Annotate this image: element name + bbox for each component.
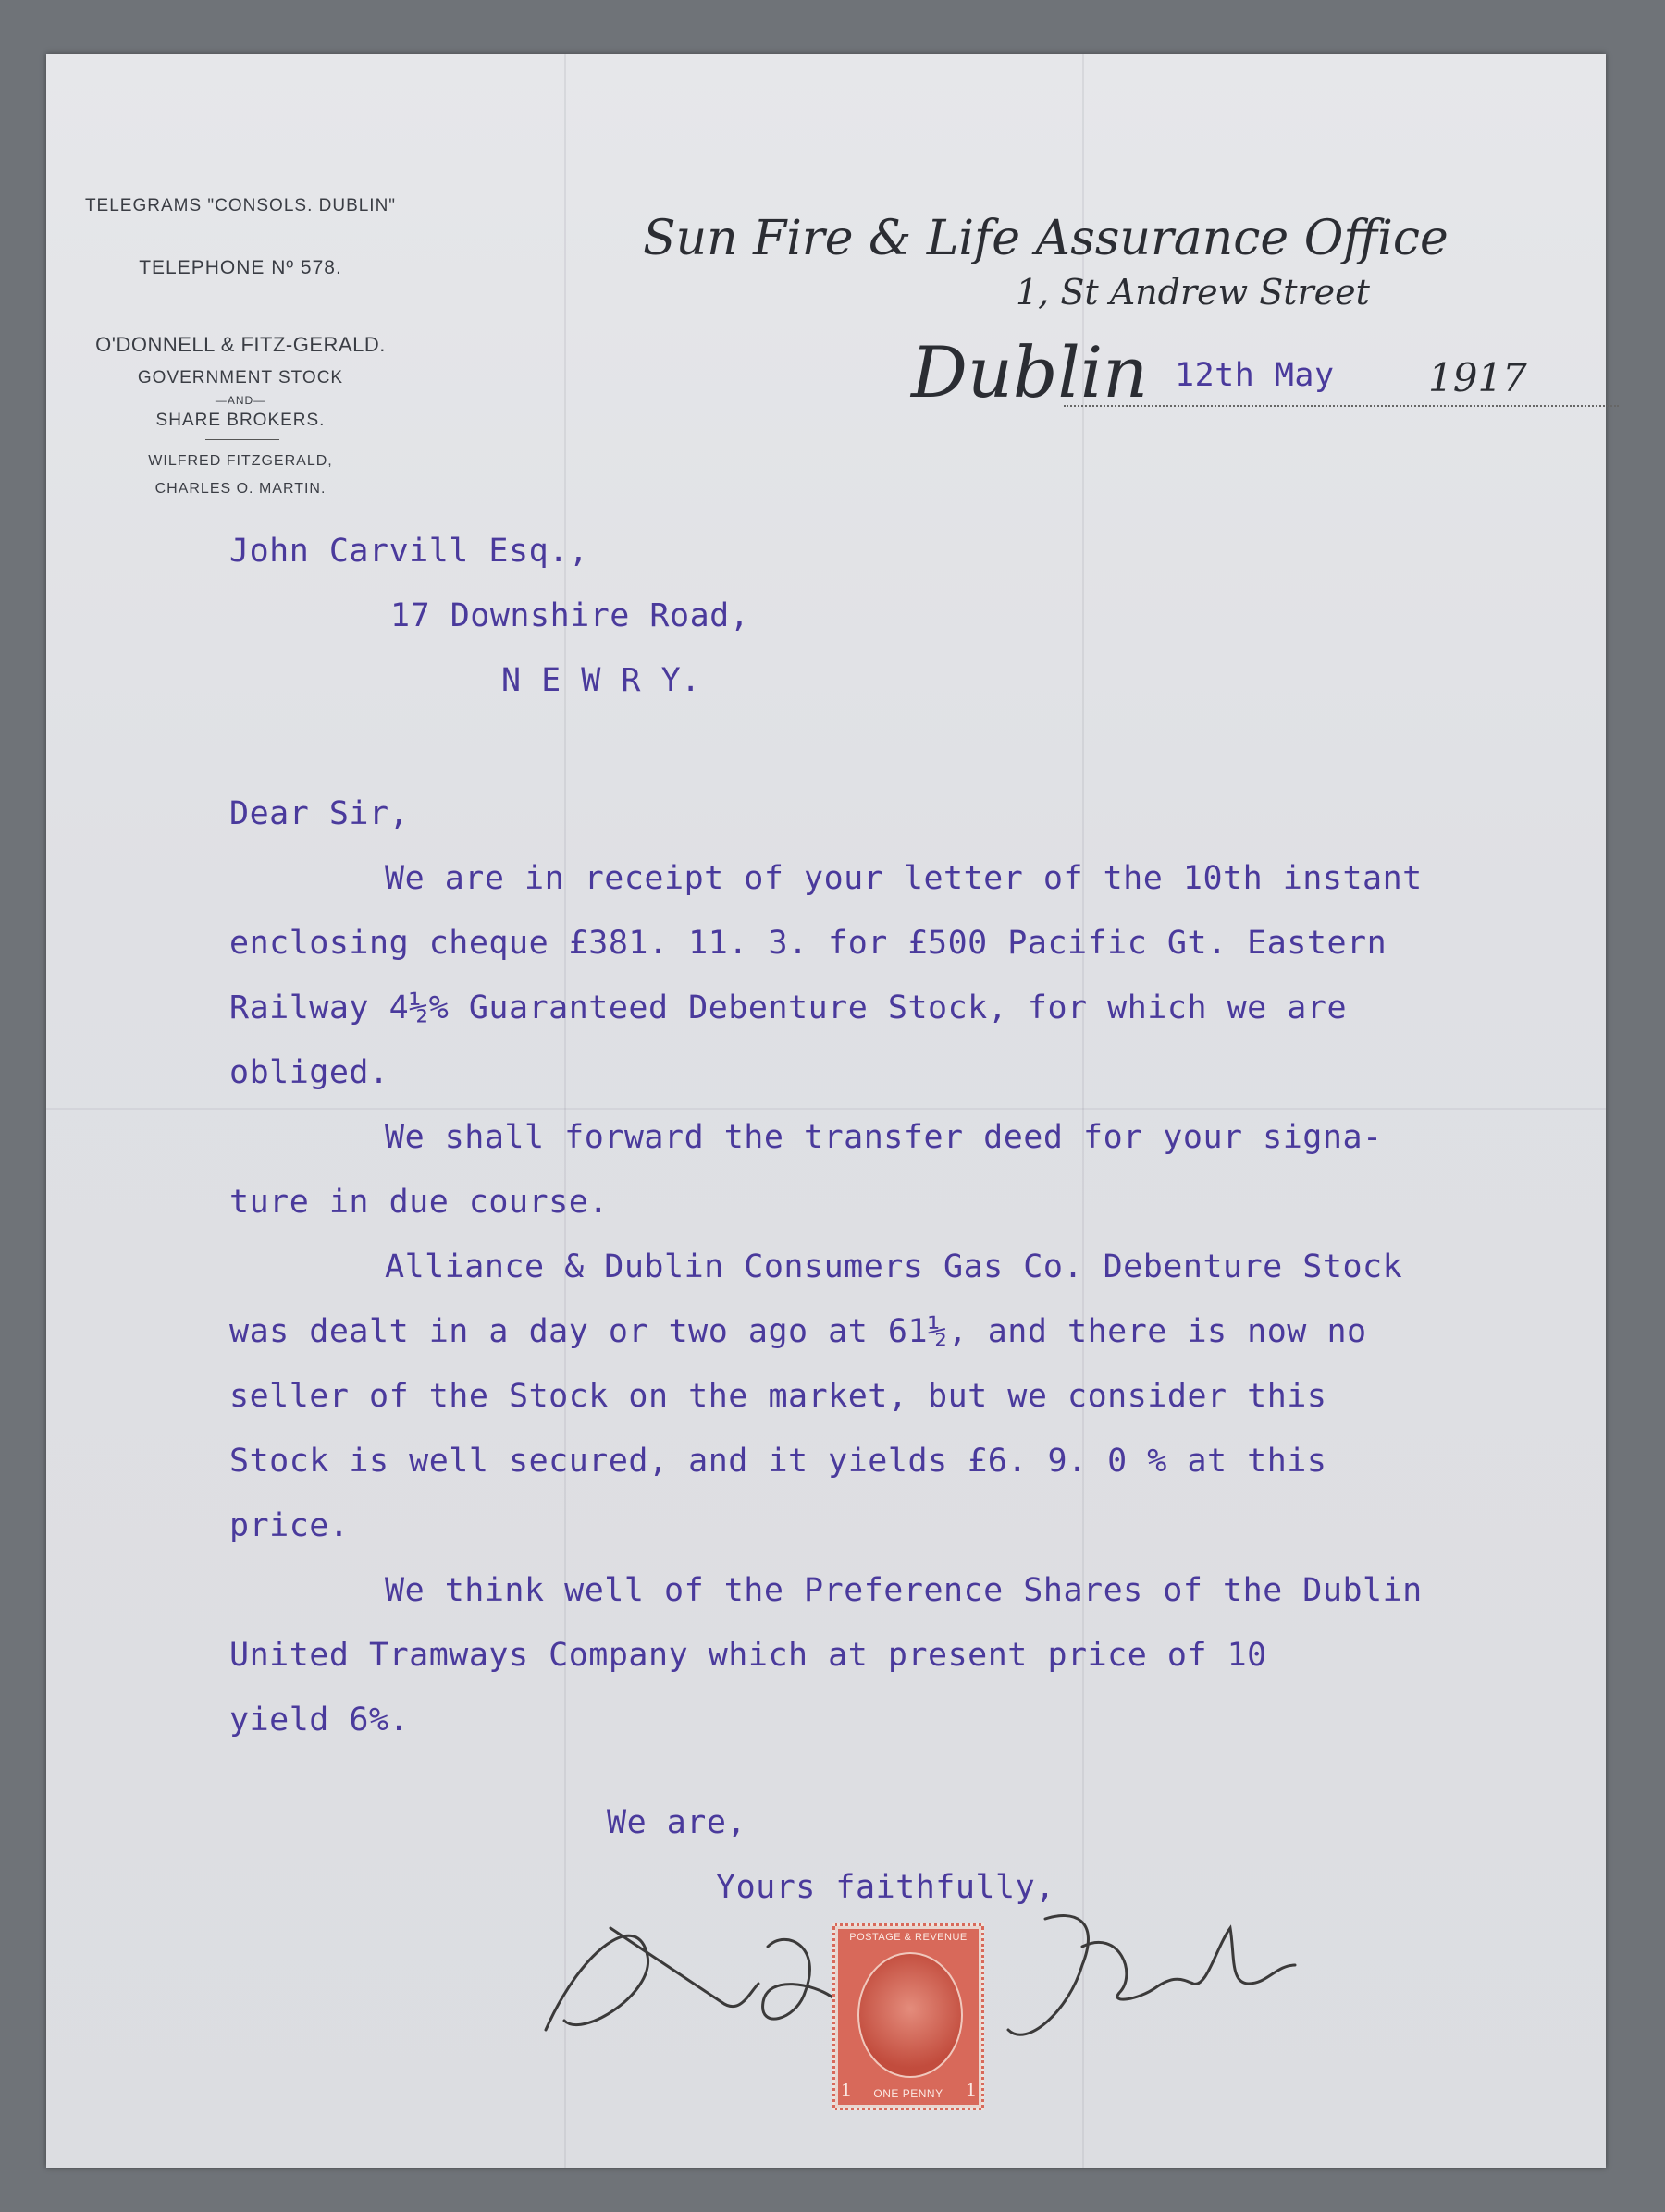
salutation: Dear Sir,: [229, 795, 410, 832]
closing-yours-faithfully: Yours faithfully,: [716, 1869, 1055, 1906]
firm-and: —AND—: [215, 394, 266, 407]
addressee-name: John Carvill Esq.,: [229, 533, 589, 570]
body-line: United Tramways Company which at present price of 10: [229, 1637, 1267, 1674]
partner-1: WILFRED FITZGERALD,: [148, 453, 333, 469]
body-line: We are in receipt of your letter of the 10th instant: [385, 860, 1423, 897]
firm-line-1: GOVERNMENT STOCK: [137, 368, 344, 387]
letterhead-rule: [205, 439, 279, 440]
addressee-town: N E W R Y.: [501, 662, 701, 699]
office-street: 1, St Andrew Street: [1016, 272, 1370, 313]
date-line: [1064, 405, 1619, 407]
body-line: obliged.: [229, 1054, 389, 1091]
body-line: Stock is well secured, and it yields £6. 9. 0 % at this: [229, 1443, 1327, 1480]
fold-line: [564, 54, 566, 2168]
letter-paper: [46, 54, 1606, 2168]
body-line: ture in due course.: [229, 1184, 609, 1221]
stamp-top-text: POSTAGE & REVENUE: [849, 1932, 968, 1943]
body-line: Alliance & Dublin Consumers Gas Co. Debenture Stock: [385, 1248, 1403, 1285]
closing-we-are: We are,: [607, 1804, 747, 1841]
letter-year: 1917: [1428, 355, 1527, 400]
office-city: Dublin: [911, 331, 1149, 413]
body-line: yield 6%.: [229, 1702, 410, 1739]
addressee-street: 17 Downshire Road,: [390, 597, 750, 634]
stamp-value-left: 1: [841, 2078, 851, 2101]
telephone-number: TELEPHONE Nº 578.: [139, 257, 342, 278]
stamp-bottom-text: ONE PENNY: [873, 2087, 944, 2100]
partner-2: CHARLES O. MARTIN.: [154, 481, 327, 497]
stamp-value-right: 1: [966, 2078, 976, 2101]
body-line: price.: [229, 1507, 350, 1544]
body-line: We shall forward the transfer deed for your signa-: [385, 1119, 1383, 1156]
fold-line: [46, 1108, 1606, 1110]
body-line: Railway 4½% Guaranteed Debenture Stock, for which we are: [229, 989, 1348, 1026]
body-line: enclosing cheque £381. 11. 3. for £500 Pacific Gt. Eastern: [229, 925, 1388, 962]
firm-name: O'DONNELL & FITZ-GERALD.: [95, 333, 386, 356]
letter-date: 12th May: [1175, 357, 1335, 394]
king-portrait-icon: [857, 1952, 963, 2078]
office-name: Sun Fire & Life Assurance Office: [643, 211, 1449, 266]
body-line: seller of the Stock on the market, but we consider this: [229, 1378, 1327, 1415]
telegrams-address: TELEGRAMS "CONSOLS. DUBLIN": [84, 196, 397, 215]
firm-line-2: SHARE BROKERS.: [155, 411, 326, 430]
postage-stamp: [832, 1923, 984, 2110]
body-line: was dealt in a day or two ago at 61½, and there is now no: [229, 1313, 1367, 1350]
body-line: We think well of the Preference Shares of the Dublin: [385, 1572, 1423, 1609]
